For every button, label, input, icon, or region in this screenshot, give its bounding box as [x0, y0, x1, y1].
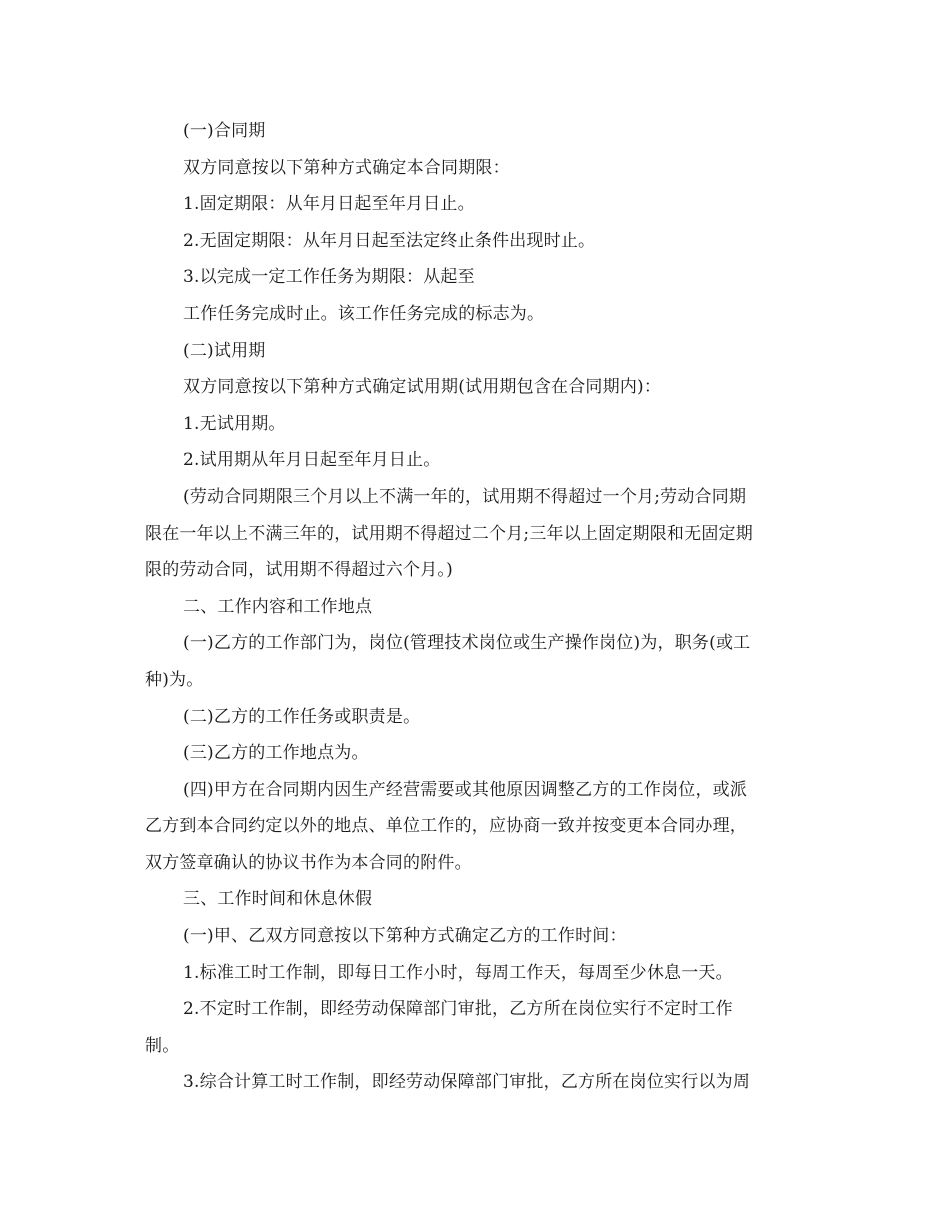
- document-line: 1.标准工时工作制，即每日工作小时，每周工作天，每周至少休息一天。: [183, 962, 733, 983]
- document-line: (劳动合同期限三个月以上不满一年的，试用期不得超过一个月;劳动合同期: [183, 486, 747, 507]
- document-line: (一)甲、乙双方同意按以下第种方式确定乙方的工作时间：: [183, 926, 627, 947]
- document-line: 2.不定时工作制，即经劳动保障部门审批，乙方所在岗位实行不定时工作: [183, 999, 733, 1020]
- document-line: 双方签章确认的协议书作为本合同的附件。: [145, 852, 472, 873]
- document-line: 二、工作内容和工作地点: [183, 596, 373, 617]
- document-line: 种)为。: [145, 669, 204, 690]
- document-line: 2.无固定期限：从年月日起至法定终止条件出现时止。: [183, 230, 596, 251]
- document-line: (四)甲方在合同期内因生产经营需要或其他原因调整乙方的工作岗位，或派: [183, 779, 748, 800]
- document-line: 双方同意按以下第种方式确定试用期(试用期包含在合同期内)：: [183, 377, 662, 398]
- document-line: 限在一年以上不满三年的，试用期不得超过二个月;三年以上固定期限和无固定期: [145, 523, 753, 544]
- document-line: (一)乙方的工作部门为，岗位(管理技术岗位或生产操作岗位)为，职务(或工: [183, 633, 751, 654]
- document-line: 制。: [145, 1035, 180, 1056]
- document-line: 限的劳动合同，试用期不得超过六个月。): [145, 560, 453, 581]
- document-line: 3.以完成一定工作任务为期限：从起至: [183, 267, 475, 288]
- document-line: (一)合同期: [183, 121, 266, 141]
- document-line: 工作任务完成时止。该工作任务完成的标志为。: [183, 303, 545, 324]
- document-line: (二)试用期: [183, 340, 266, 361]
- document-line: 乙方到本合同约定以外的地点、单位工作的，应协商一致并按变更本合同办理，: [145, 816, 747, 837]
- document-body: [145, 113, 815, 1101]
- document-line: 1.无试用期。: [183, 413, 286, 434]
- document-line: (三)乙方的工作地点为。: [183, 743, 369, 764]
- document-line: 双方同意按以下第种方式确定本合同期限：: [183, 157, 510, 178]
- document-line: 2.试用期从年月日起至年月日止。: [183, 450, 441, 471]
- document-line: 三、工作时间和休息休假: [183, 889, 373, 910]
- document-line: (二)乙方的工作任务或职责是。: [183, 706, 421, 727]
- document-line: 3.综合计算工时工作制，即经劳动保障部门审批，乙方所在岗位实行以为周: [183, 1072, 751, 1093]
- document-line: 1.固定期限：从年月日起至年月日止。: [183, 194, 475, 215]
